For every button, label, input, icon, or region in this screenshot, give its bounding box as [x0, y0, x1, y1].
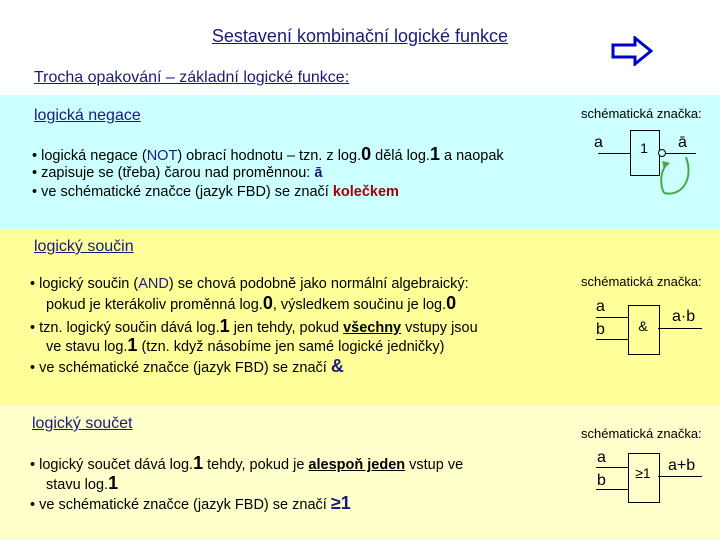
and-gate-symbol: & [638, 318, 648, 334]
right-arrow-icon[interactable] [611, 36, 653, 66]
not-section [0, 95, 720, 230]
or-input-b-wire [596, 489, 628, 490]
and-output-wire [658, 328, 702, 329]
not-gate-symbol: 1 [640, 140, 648, 156]
and-input-b-wire [596, 339, 628, 340]
not-input-label: a [594, 134, 603, 151]
and-input-b-label: b [596, 321, 605, 338]
or-line-1: • logický součet dává log.1 tehdy, pokud je alespoň jeden vstup ve [30, 453, 464, 473]
and-input-a-label: a [596, 298, 605, 315]
and-line-5: • ve schématické značce (jazyk FBD) se značí & [30, 356, 344, 376]
or-input-a-label: a [597, 449, 606, 466]
not-output-wire [666, 153, 696, 154]
or-section [0, 405, 720, 540]
and-section [0, 230, 720, 405]
or-output-wire [658, 476, 702, 477]
and-output-label: a·b [672, 308, 696, 325]
or-line-3: • ve schématické značce (jazyk FBD) se značí ≥1 [30, 493, 351, 513]
not-bullet-3: • ve schématické značce (jazyk FBD) se značí kolečkem [32, 184, 399, 200]
not-input-wire [598, 153, 630, 154]
and-heading: logický součin [34, 238, 134, 255]
not-bullet-1: • logická negace (NOT) obrací hodnotu – tzn. z log.0 dělá log.1 a naopak [32, 144, 504, 164]
and-line-2: pokud je kterákoliv proměnná log.0, výsledkem součinu je log.0 [46, 293, 457, 313]
green-curve-arrow-icon [660, 155, 700, 205]
subtitle: Trocha opakování – základní logické funkce: [34, 69, 350, 86]
or-input-b-label: b [597, 472, 606, 489]
or-input-a-wire [596, 467, 628, 468]
or-output-label: a+b [668, 457, 696, 474]
or-symbol-label: schématická značka: [581, 426, 702, 441]
not-heading: logická negace [34, 107, 141, 124]
page-title: Sestavení kombinační logické funkce [211, 26, 509, 46]
and-line-1: • logický součin (AND) se chová podobně jako normální algebraický: [30, 276, 469, 292]
and-line-4: ve stavu log.1 (tzn. když násobíme jen samé logické jedničky) [46, 335, 445, 355]
and-symbol-label: schématická značka: [581, 274, 702, 289]
or-gate-symbol: ≥1 [635, 465, 651, 481]
or-heading: logický součet [32, 415, 133, 432]
not-output-label: ā [678, 134, 687, 151]
not-bullet-2: • zapisuje se (třeba) čarou nad proměnnou: ā [32, 165, 323, 181]
and-line-3: • tzn. logický součin dává log.1 jen tehdy, pokud všechny vstupy jsou [30, 316, 478, 336]
or-line-2: stavu log.1 [46, 473, 119, 493]
and-input-a-wire [596, 317, 628, 318]
not-symbol-label: schématická značka: [581, 106, 702, 121]
